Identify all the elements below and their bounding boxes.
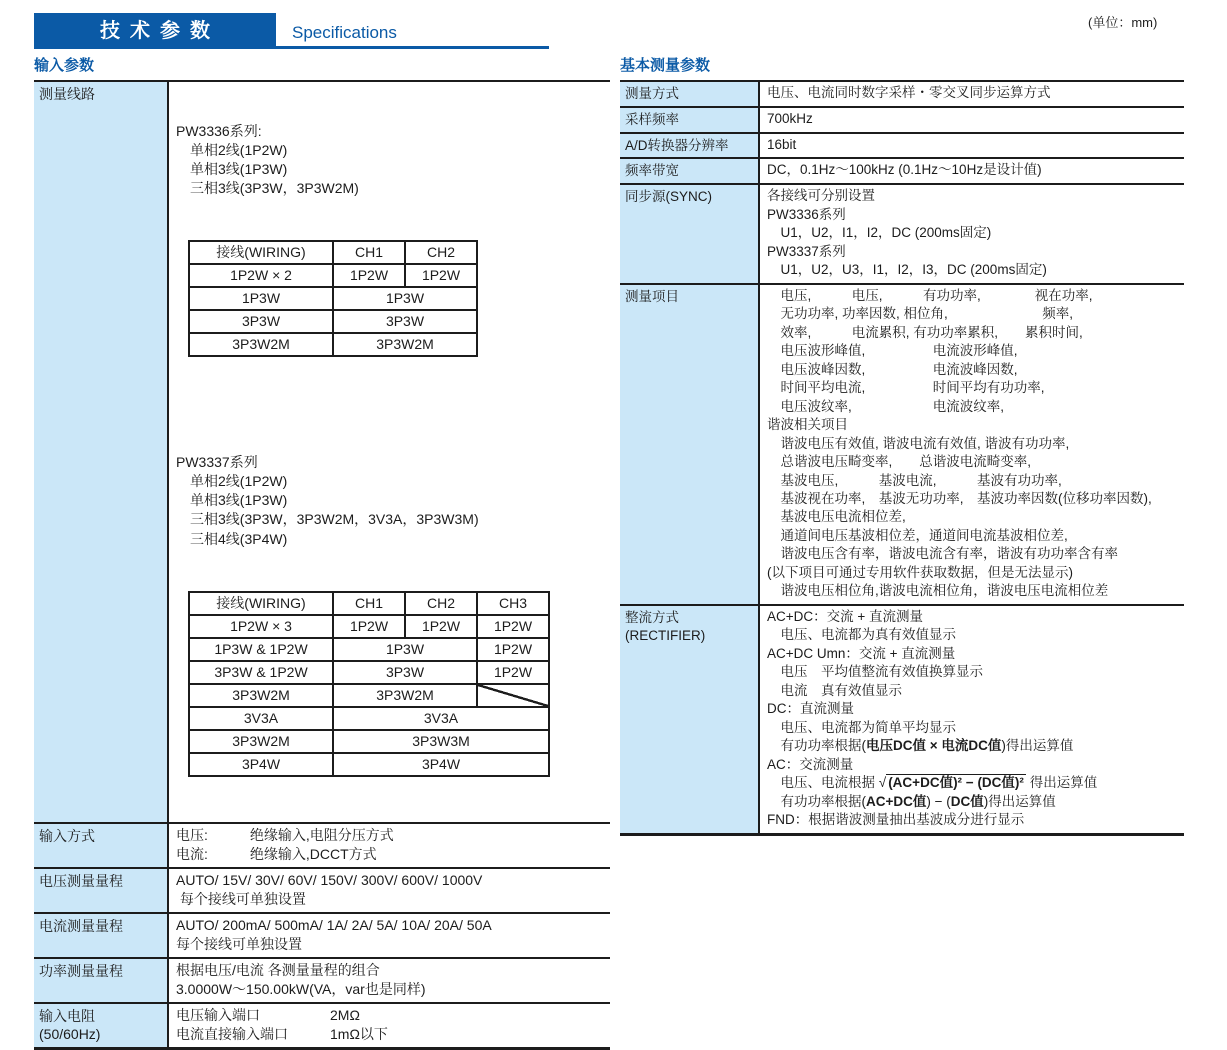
wiring-cell: 1P2W xyxy=(333,264,405,287)
table-row-input-method xyxy=(34,824,610,869)
row-label-current-range: 电流测量量程 xyxy=(34,914,169,957)
row-label-measurement-items: 测量项目 xyxy=(620,285,760,604)
text-line: AUTO/ 15V/ 30V/ 60V/ 150V/ 300V/ 600V/ 1000V xyxy=(176,871,483,888)
text-line: 电压、电流同时数字采样・零交叉同步运算方式 xyxy=(767,85,1051,100)
text-line: 电压波峰因数, 电流波峰因数, xyxy=(767,361,1018,377)
text-line: 电压 平均值整流有效值换算显示 xyxy=(767,664,983,680)
pw3337-wiring-table xyxy=(188,591,550,777)
text-line: AC+DC Umn：交流 + 直流测量 xyxy=(767,645,956,661)
wiring-header-cell: 接线(WIRING) xyxy=(189,241,333,264)
text-line: 总谐波电压畸变率, 总谐波电流畸变率, xyxy=(767,454,1032,470)
text-segment: )得出运算值 xyxy=(983,793,1056,809)
wiring-row xyxy=(189,684,549,707)
text-line: 每个接线可单独设置 xyxy=(176,935,302,952)
wiring-cell: 1P2W xyxy=(333,615,405,638)
table-row-measurement-items xyxy=(620,285,1184,606)
wiring-cell: 1P2W xyxy=(477,638,549,661)
wiring-cell: 3P3W xyxy=(333,310,477,333)
header-underline xyxy=(276,46,549,49)
text-line: 3.0000W～150.00kW(VA，var也是同样) xyxy=(176,980,426,997)
row-content-measurement-method xyxy=(760,82,1184,106)
wiring-cell: 3P3W xyxy=(333,661,477,684)
wiring-cell: 3P3W2M xyxy=(189,730,333,753)
text-line: DC，0.1Hz～100kHz (0.1Hz～10Hz是设计值) xyxy=(767,162,1042,178)
wiring-row xyxy=(189,264,477,287)
text-line: U1，U2，I1，I2，DC (200ms固定) xyxy=(767,225,992,241)
wiring-cell: 3P3W3M xyxy=(333,730,549,753)
wiring-cell: 1P2W xyxy=(477,661,549,684)
sqrt-expression: (AC+DC值)² − (DC值)² xyxy=(888,775,1024,791)
table-row-current-range xyxy=(34,914,610,959)
text-line: PW3336系列 xyxy=(767,206,846,222)
wiring-header-cell: CH2 xyxy=(405,241,477,264)
text-line: 单相2线(1P2W) xyxy=(176,473,288,490)
page-title: 技术参数 xyxy=(34,13,276,49)
wiring-row xyxy=(189,707,549,730)
text-line: 电压、电流都为简单平均显示 xyxy=(767,719,956,735)
wiring-header-cell: 接线(WIRING) xyxy=(189,592,333,615)
wiring-row xyxy=(189,730,549,753)
text-line: 基波电压, 基波电流, 基波有功功率, xyxy=(767,472,1062,488)
text-segment: 电压DC值 × 电流DC值 xyxy=(866,738,1002,754)
text-line: 电压输入端口 2MΩ xyxy=(176,1006,360,1023)
text-line: 谐波电压有效值, 谐波电流有效值, 谐波有功功率, xyxy=(767,435,1070,451)
text-line: 时间平均电流, 时间平均有功功率, xyxy=(767,380,1045,396)
text-line: FND：根据谐波测量抽出基波成分进行显示 xyxy=(767,812,1025,828)
wiring-row xyxy=(189,661,549,684)
row-content-measurement-circuit xyxy=(169,82,610,822)
wiring-cell: 1P3W xyxy=(333,638,477,661)
wiring-cell: 3P3W2M xyxy=(333,684,477,707)
row-label-measurement-circuit: 测量线路 xyxy=(34,82,169,822)
text-line: 每个接线可单独设置 xyxy=(176,890,306,907)
wiring-cell: 1P3W & 1P2W xyxy=(189,638,333,661)
text-segment: 有功功率根据( xyxy=(767,793,866,809)
text-line: 700kHz xyxy=(767,110,813,126)
table-row-ad-resolution xyxy=(620,134,1184,160)
wiring-cell: 1P3W xyxy=(189,287,333,310)
row-content-sampling-rate xyxy=(760,108,1184,132)
wiring-header-cell: CH3 xyxy=(477,592,549,615)
wiring-header-cell: CH2 xyxy=(405,592,477,615)
text-line: 通道间电压基波相位差，通道间电流基波相位差, xyxy=(767,527,1068,543)
row-label-ad-resolution: A/D转换器分辨率 xyxy=(620,134,760,158)
row-content-frequency-bandwidth xyxy=(760,159,1184,183)
table-row-power-range xyxy=(34,959,610,1004)
spacer xyxy=(176,399,608,415)
section-heading-input: 输入参数 xyxy=(34,57,95,74)
text-line: 输入电阻 xyxy=(39,1007,95,1024)
table-row-sampling-rate xyxy=(620,108,1184,134)
text-segment: 得出运算值 xyxy=(1025,775,1098,791)
row-label-sampling-rate: 采样频率 xyxy=(620,108,760,132)
basic-parameters-table xyxy=(620,80,1184,836)
table-row-voltage-range xyxy=(34,869,610,914)
text-line: PW3337系列 xyxy=(767,243,846,259)
row-label-voltage-range: 电压测量量程 xyxy=(34,869,169,912)
row-content-input-resistance xyxy=(169,1004,610,1047)
text-segment: 有功功率根据( xyxy=(767,738,866,754)
text-line: 电流直接输入端口 1mΩ以下 xyxy=(176,1025,388,1042)
text-line: 三相3线(3P3W，3P3W2M) xyxy=(176,180,359,197)
wiring-cell: 3P3W2M xyxy=(333,333,477,356)
text-line: 效率, 电流累积, 有功功率累积, 累积时间, xyxy=(767,324,1083,340)
text-line: 16bit xyxy=(767,136,797,152)
text-line: AC+DC：交流 + 直流测量 xyxy=(767,608,924,624)
text-segment: )得出运算值 xyxy=(1001,738,1074,754)
unit-note: (单位：mm) xyxy=(1088,15,1158,30)
table-row-sync-source xyxy=(620,185,1184,284)
text-line: 谐波电压相位角,谐波电流相位角，谐波电压电流相位差 xyxy=(767,583,1109,599)
wiring-cell: 1P2W xyxy=(477,615,549,638)
text-line xyxy=(767,737,1182,755)
text-line: DC：直流测量 xyxy=(767,701,854,717)
text-segment: ) − ( xyxy=(926,793,951,809)
text-segment: 电压、电流根据 xyxy=(767,775,879,791)
wiring-row xyxy=(189,310,477,333)
row-label-power-range: 功率测量量程 xyxy=(34,959,169,1002)
wiring-cell: 3P3W2M xyxy=(189,333,333,356)
pw3336-series-lines xyxy=(176,122,608,198)
pw3337-series-lines xyxy=(176,453,608,548)
wiring-row xyxy=(189,333,477,356)
text-line xyxy=(767,793,1182,811)
wiring-row xyxy=(189,753,549,776)
text-line: 基波电压电流相位差, xyxy=(767,509,906,525)
row-content-input-method xyxy=(169,824,610,867)
wiring-header-cell: CH1 xyxy=(333,592,405,615)
wiring-cell: 3P3W2M xyxy=(189,684,333,707)
text-line: 无功功率, 功率因数, 相位角, 频率, xyxy=(767,306,1074,322)
row-content-measurement-items xyxy=(760,285,1184,604)
row-label-input-method: 输入方式 xyxy=(34,824,169,867)
sqrt-radical: √ xyxy=(878,775,887,791)
text-line: 单相2线(1P2W) xyxy=(176,142,288,159)
table-row-measurement-method xyxy=(620,82,1184,108)
text-line: 电压、电流都为真有效值显示 xyxy=(767,627,956,643)
text-line: AUTO/ 200mA/ 500mA/ 1A/ 2A/ 5A/ 10A/ 20A/ 50A xyxy=(176,916,492,933)
text-line: 单相3线(1P3W) xyxy=(176,161,288,178)
text-line: 电压波纹率, 电流波纹率, xyxy=(767,398,1005,414)
text-line: 电压: 绝缘输入,电阻分压方式 xyxy=(176,826,394,843)
wiring-cell: 1P3W xyxy=(333,287,477,310)
text-line: (以下项目可通过专用软件获取数据，但是无法显示) xyxy=(767,564,1073,580)
text-line: (RECTIFIER) xyxy=(625,627,706,643)
wiring-row xyxy=(189,287,477,310)
row-label-frequency-bandwidth: 频率带宽 xyxy=(620,159,760,183)
text-line xyxy=(767,774,1182,792)
wiring-cell: 3V3A xyxy=(189,707,333,730)
text-line: 电流 真有效值显示 xyxy=(767,682,902,698)
text-line: 电压, 电压, 有功功率, 视在功率, xyxy=(767,287,1093,303)
row-label-sync-source: 同步源(SYNC) xyxy=(620,185,760,282)
pw3336-wiring-table xyxy=(188,240,478,357)
text-line: 三相4线(3P4W) xyxy=(176,530,288,547)
wiring-header-row xyxy=(189,241,477,264)
text-line: 谐波相关项目 xyxy=(767,417,848,433)
wiring-cell: 3P4W xyxy=(333,753,549,776)
row-content-sync-source xyxy=(760,185,1184,282)
wiring-cell: 1P2W × 2 xyxy=(189,264,333,287)
text-segment: DC值 xyxy=(950,793,984,809)
row-content-voltage-range xyxy=(169,869,610,912)
diagonal-empty-cell xyxy=(477,684,549,707)
section-heading-basic: 基本测量参数 xyxy=(620,57,711,74)
row-label-input-resistance xyxy=(34,1004,169,1047)
row-content-ad-resolution xyxy=(760,134,1184,158)
row-content-rectifier xyxy=(760,606,1184,833)
row-content-power-range xyxy=(169,959,610,1002)
wiring-cell: 1P2W xyxy=(405,615,477,638)
wiring-row xyxy=(189,638,549,661)
table-row-rectifier xyxy=(620,606,1184,833)
row-label-measurement-method: 测量方式 xyxy=(620,82,760,106)
basic-parameters-column xyxy=(620,54,1184,836)
wiring-cell: 3P3W & 1P2W xyxy=(189,661,333,684)
text-line: 三相3线(3P3W，3P3W2M，3V3A，3P3W3M) xyxy=(176,511,479,528)
text-line: 电流: 绝缘输入,DCCT方式 xyxy=(176,845,377,862)
text-line: 各接线可分别设置 xyxy=(767,188,875,204)
row-label-rectifier xyxy=(620,606,760,833)
wiring-cell: 3V3A xyxy=(333,707,549,730)
input-parameters-table xyxy=(34,80,610,1050)
text-line: 单相3线(1P3W) xyxy=(176,492,288,509)
wiring-header-row xyxy=(189,592,549,615)
text-segment: AC+DC值 xyxy=(866,793,927,809)
wiring-cell: 3P4W xyxy=(189,753,333,776)
text-line: AC：交流测量 xyxy=(767,756,854,772)
wiring-row xyxy=(189,615,549,638)
text-line: 谐波电压含有率，谐波电流含有率，谐波有功功率含有率 xyxy=(767,546,1118,562)
text-line: U1，U2，U3，I1，I2，I3，DC (200ms固定) xyxy=(767,262,1047,278)
text-line: 根据电压/电流 各测量量程的组合 xyxy=(176,961,380,978)
wiring-cell: 1P2W × 3 xyxy=(189,615,333,638)
text-line: 整流方式 xyxy=(625,609,679,625)
wiring-cell: 3P3W xyxy=(189,310,333,333)
text-line: 基波视在功率, 基波无功功率, 基波功率因数(位移功率因数), xyxy=(767,491,1152,506)
table-row-measurement-circuit xyxy=(34,82,610,824)
text-line: (50/60Hz) xyxy=(39,1026,101,1043)
input-parameters-column xyxy=(34,54,610,1050)
text-line: 电压波形峰值, 电流波形峰值, xyxy=(767,343,1018,359)
wiring-header-cell: CH1 xyxy=(333,241,405,264)
wiring-cell: 1P2W xyxy=(405,264,477,287)
table-row-input-resistance xyxy=(34,1004,610,1047)
table-row-frequency-bandwidth xyxy=(620,159,1184,185)
page-title-english: Specifications xyxy=(292,23,397,42)
row-content-current-range xyxy=(169,914,610,957)
text-line: PW3337系列 xyxy=(176,454,258,471)
text-line: PW3336系列: xyxy=(176,123,262,140)
